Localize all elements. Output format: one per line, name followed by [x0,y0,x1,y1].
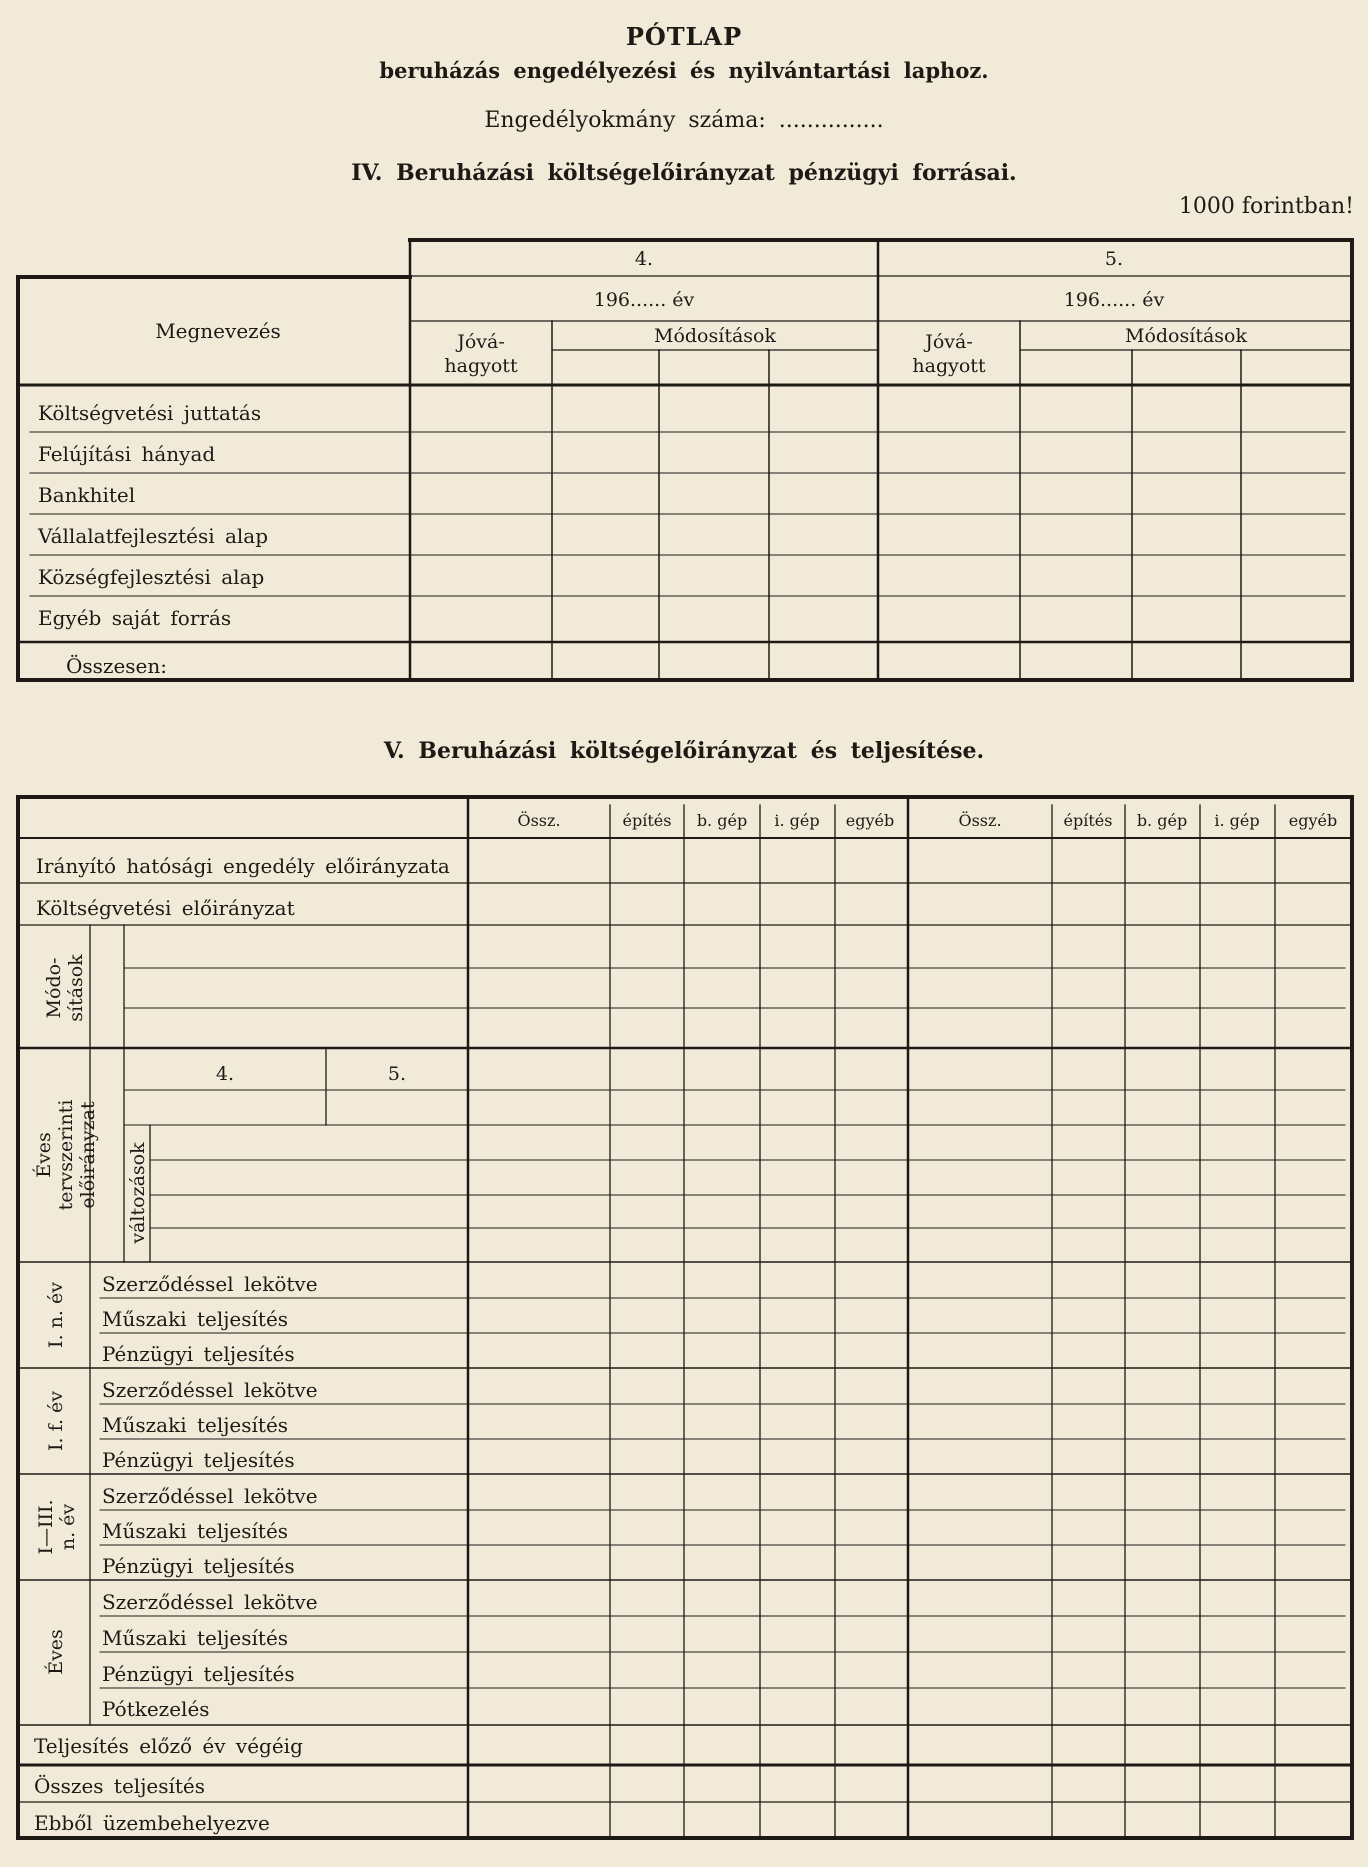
quarter-row-label: Szerződéssel lekötve [102,1590,318,1614]
table5-row-irany: Irányító hatósági engedély előirányzata [36,854,450,878]
quarter-row-label: Szerződéssel lekötve [102,1484,318,1508]
sub-col-4: 4. [215,1063,235,1085]
group-eves-terv-line1: Éves [33,1132,55,1178]
section4-title: IV. Beruházási költségelőirányzat pénzügyi forrásai. [351,160,1017,186]
table5-row-total: Összes teljesítés [34,1774,206,1798]
table5-col-header: i. gép [774,811,820,830]
quarter-row-label: Szerződéssel lekötve [102,1272,318,1296]
group-eves-terv-line3: előirányzat [77,1101,99,1209]
table5-col-header: Össz. [517,811,561,830]
table5-col-header: Össz. [958,811,1002,830]
table5-row-prev: Teljesítés előző év végéig [34,1734,303,1758]
table5-col-header: b. gép [696,811,748,830]
quarter-label-4: Éves [45,1629,67,1675]
table4-row-label: Bankhitel [38,483,136,507]
sub-col-5: 5. [387,1063,407,1085]
table4-col-4: 4. [634,248,654,270]
quarter-row-label: Pótkezelés [102,1697,210,1721]
table5-col-header: b. gép [1136,811,1188,830]
table4-modifications-a: Módosítások [654,325,776,347]
quarter-row-label: Műszaki teljesítés [102,1307,289,1331]
quarter-row-label: Pénzügyi teljesítés [102,1662,295,1686]
table4-year-label-b: 196...... év [1063,289,1165,311]
table5-col-header: építés [622,811,672,830]
table4-row-label: Községfejlesztési alap [38,565,265,589]
table4-row-label: Költségvetési juttatás [38,401,262,425]
group-modositasok-line1: Módo- [43,957,65,1019]
table5-col-header: építés [1063,811,1113,830]
table5-col-header: egyéb [1288,811,1338,830]
table5-row-koltseg: Költségvetési előirányzat [36,896,295,920]
table4-row-label: Vállalatfejlesztési alap [38,524,269,548]
valtozasok-label: változások [127,1142,149,1244]
table4-col-5: 5. [1104,248,1124,270]
quarter-label-2: I. f. év [45,1391,67,1451]
table4-modifications-b: Módosítások [1125,325,1247,347]
group-modositasok-line2: sítások [65,954,87,1022]
section5-title: V. Beruházási költségelőirányzat és teljesítése. [383,738,985,764]
table4-name-header: Megnevezés [155,319,281,343]
quarter-row-label: Szerződéssel lekötve [102,1378,318,1402]
quarter-row-label: Műszaki teljesítés [102,1413,289,1437]
table4-year-label-a: 196...... év [593,289,695,311]
permit-number-label: Engedélyokmány száma: ............... [484,108,884,133]
table4-row-label: Felújítási hányad [38,442,216,466]
table4-approved-b-1: Jóvá- [925,331,973,353]
quarter-label-3-line1: I—III. [35,1499,57,1555]
table4-approved-b-2: hagyott [912,355,986,377]
table5-col-header: egyéb [845,811,895,830]
table4-total-label: Összesen: [66,654,168,678]
table5-col-header: i. gép [1214,811,1260,830]
unit-label: 1000 forintban! [1178,194,1354,219]
quarter-row-label: Műszaki teljesítés [102,1519,289,1543]
table4-approved-a-2: hagyott [444,355,518,377]
quarter-row-label: Pénzügyi teljesítés [102,1342,295,1366]
table4-row-label: Egyéb saját forrás [38,606,232,630]
quarter-label-3-line2: n. év [57,1503,79,1551]
table5-row-ebbol: Ebből üzembehelyezve [34,1811,270,1835]
page-subtitle: beruházás engedélyezési és nyilvántartási laphoz. [379,58,989,83]
page-title: PÓTLAP [625,22,743,51]
quarter-row-label: Műszaki teljesítés [102,1626,289,1650]
table4-approved-a-1: Jóvá- [457,331,505,353]
group-eves-terv-line2: tervszerinti [55,1099,77,1211]
quarter-row-label: Pénzügyi teljesítés [102,1448,295,1472]
quarter-label-1: I. n. év [45,1282,67,1348]
quarter-row-label: Pénzügyi teljesítés [102,1554,295,1578]
